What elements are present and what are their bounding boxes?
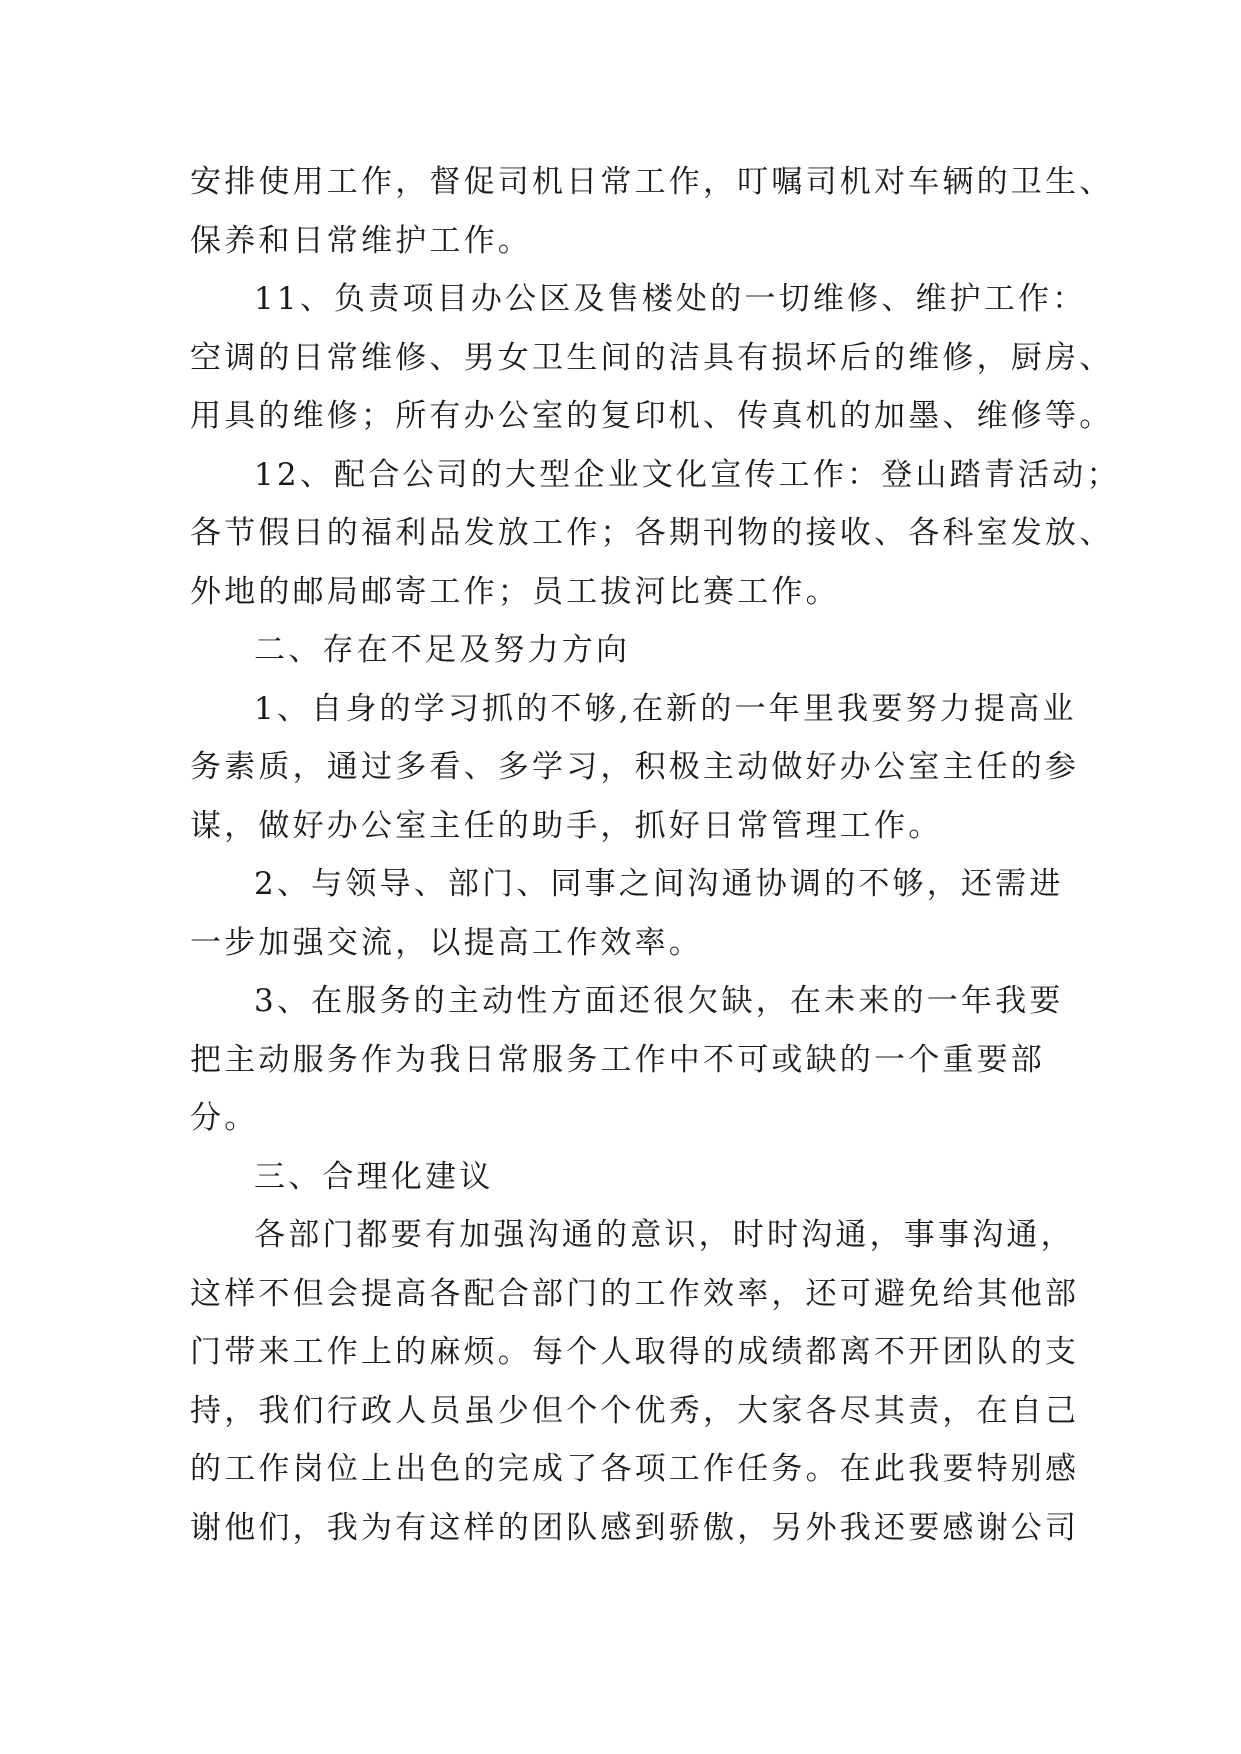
text-line: 把主动服务作为我日常服务工作中不可或缺的一个重要部	[190, 1041, 1045, 1078]
text-line: 谢他们，我为有这样的团队感到骄傲，另外我还要感谢公司	[190, 1509, 1080, 1546]
text-line: 分。	[190, 1100, 259, 1136]
text-line: 2、与领导、部门、同事之间沟通协调的不够，还需进	[254, 866, 1064, 902]
document-body	[190, 153, 1121, 1557]
text-line: 谋，做好办公室主任的助手，抓好日常管理工作。	[190, 807, 943, 844]
text-line: 用具的维修；所有办公室的复印机、传真机的加墨、维修等。	[190, 398, 1114, 434]
section-heading: 三、合理化建议	[254, 1158, 494, 1195]
text-line: 12、配合公司的大型企业文化宣传工作：登山踏青活动；	[254, 456, 1121, 493]
text-line: 一步加强交流，以提高工作效率。	[190, 924, 703, 961]
text-line: 的工作岗位上出色的完成了各项工作任务。在此我要特别感	[190, 1451, 1080, 1487]
text-line: 各节假日的福利品发放工作；各期刊物的接收、各科室发放、	[190, 515, 1114, 551]
section-heading: 二、存在不足及努力方向	[254, 632, 631, 668]
text-line: 各部门都要有加强沟通的意识，时时沟通，事事沟通，	[254, 1217, 1075, 1253]
text-line: 1、自身的学习抓的不够,在新的一年里我要努力提高业	[254, 690, 1077, 727]
text-line: 安排使用工作，督促司机日常工作，叮嘱司机对车辆的卫生、	[190, 164, 1114, 200]
text-line: 11、负责项目办公区及售楼处的一切维修、维护工作：	[254, 281, 1087, 317]
text-line: 持，我们行政人员虽少但个个优秀，大家各尽其责，在自己	[190, 1392, 1080, 1429]
text-line: 空调的日常维修、男女卫生间的洁具有损坏后的维修，厨房、	[190, 339, 1114, 376]
text-line: 务素质，通过多看、多学习，积极主动做好办公室主任的参	[190, 749, 1080, 785]
text-line: 门带来工作上的麻烦。每个人取得的成绩都离不开团队的支	[190, 1334, 1080, 1370]
text-line: 这样不但会提高各配合部门的工作效率，还可避免给其他部	[190, 1275, 1080, 1312]
text-line: 3、在服务的主动性方面还很欠缺，在未来的一年我要	[254, 983, 1064, 1019]
text-line: 外地的邮局邮寄工作；员工拔河比赛工作。	[190, 573, 840, 610]
text-line: 保养和日常维护工作。	[190, 222, 532, 259]
